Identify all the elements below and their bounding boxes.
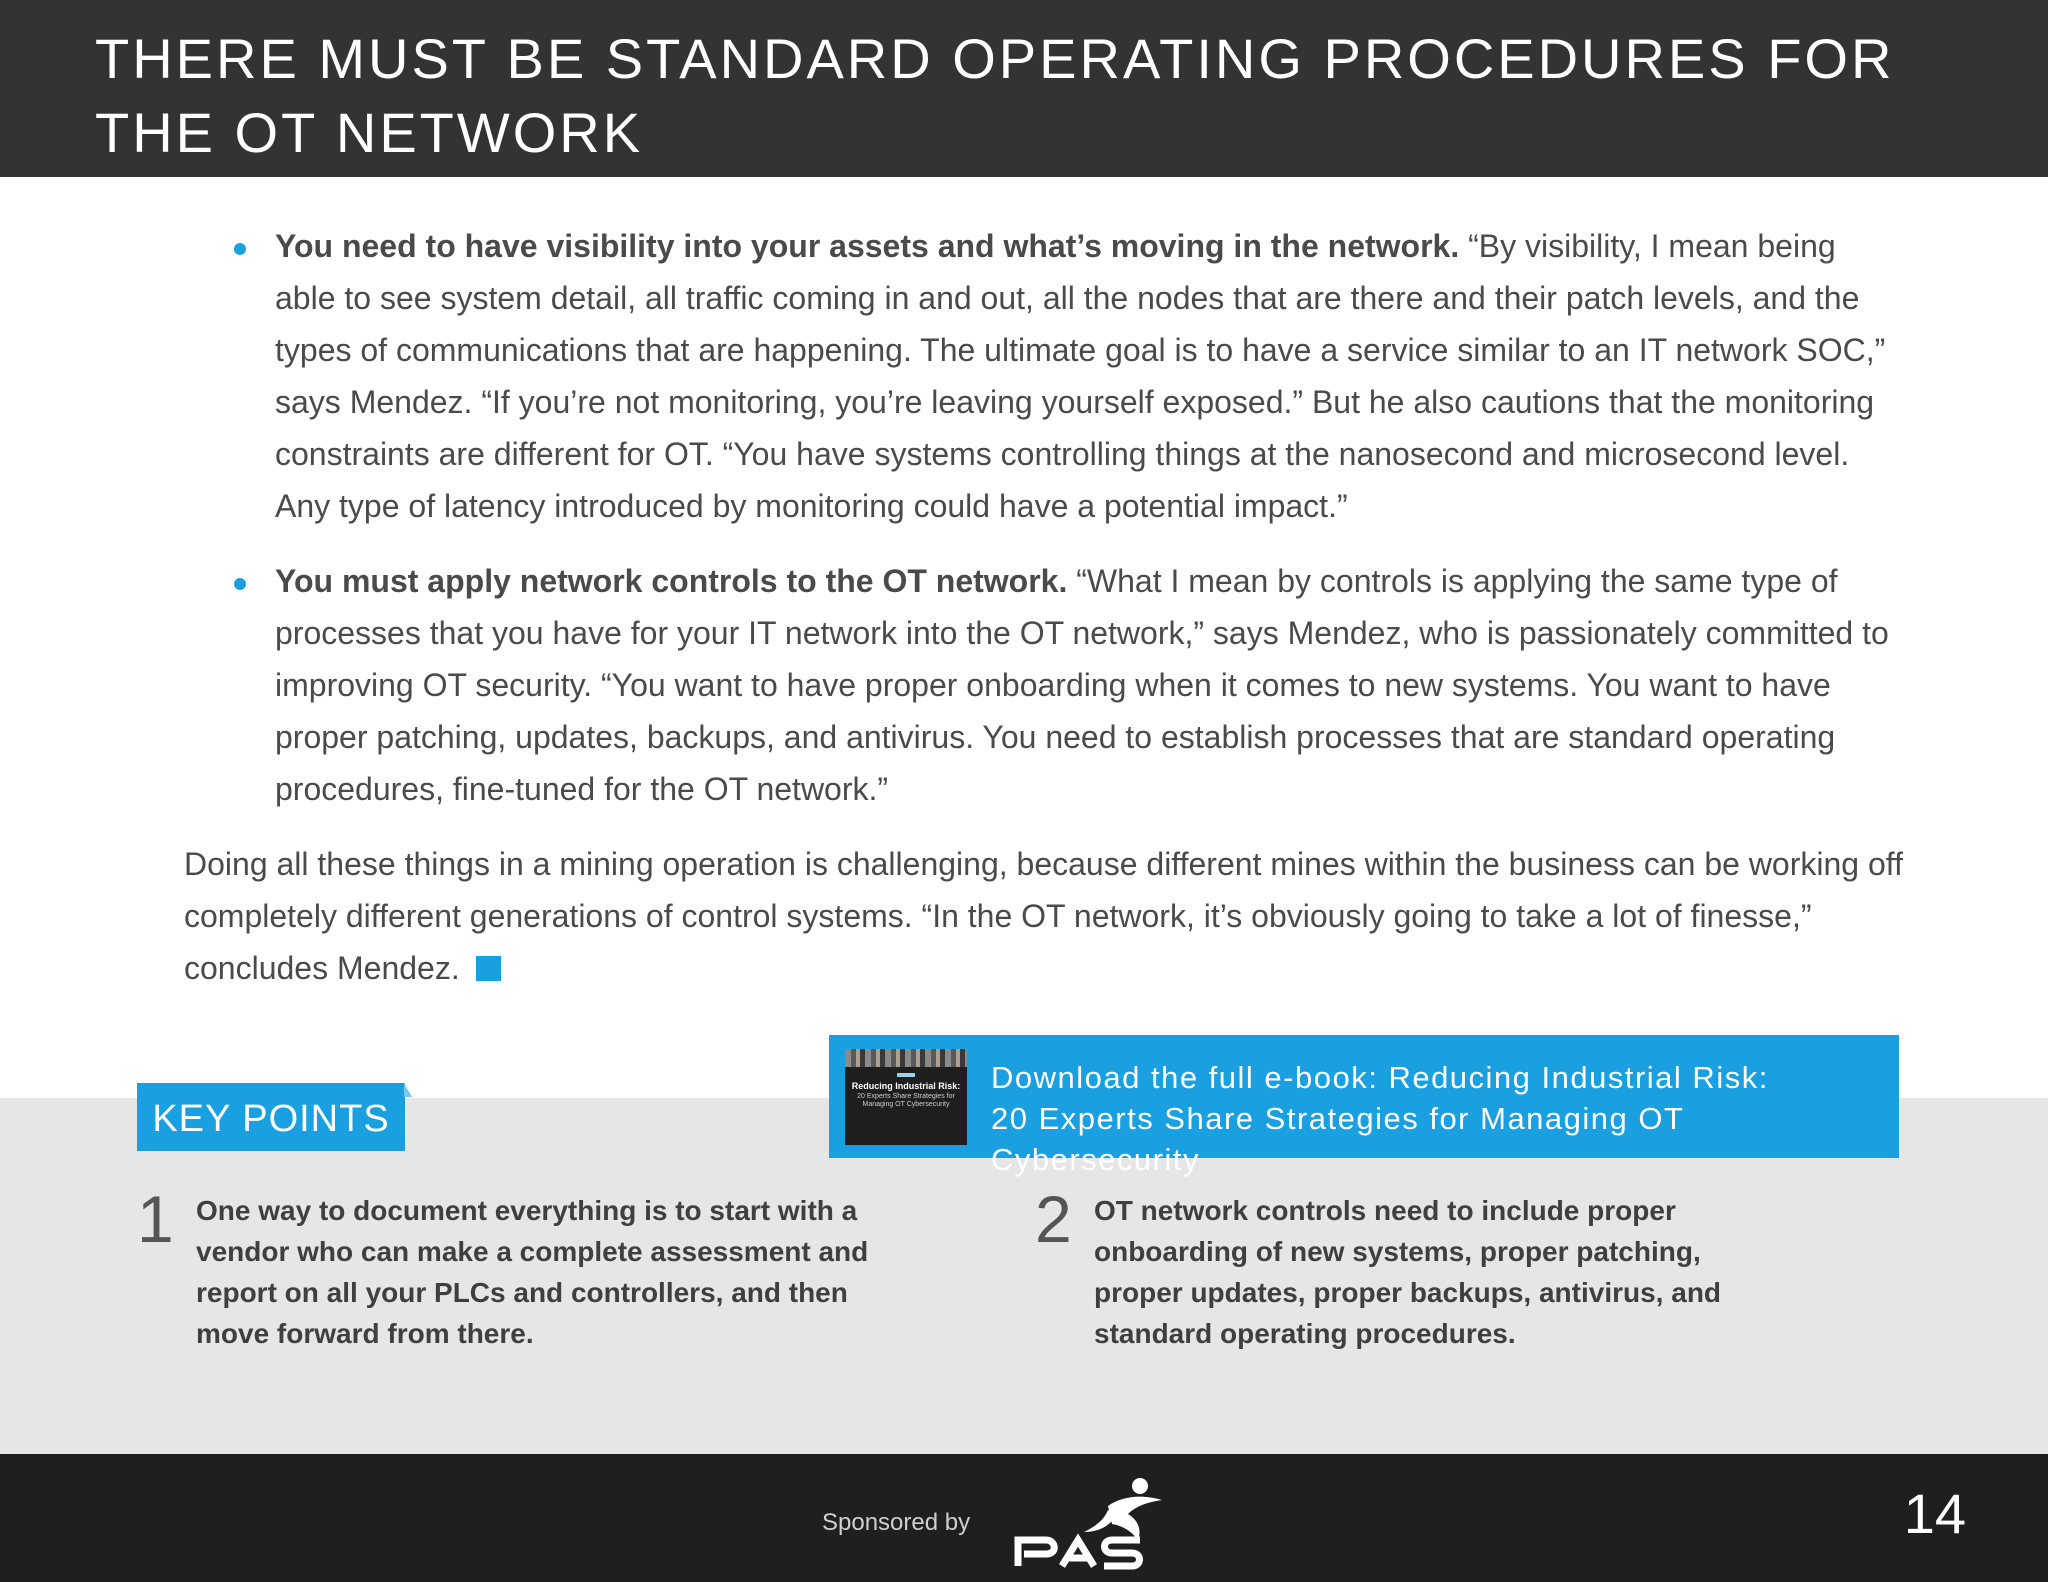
page-number: 14 [1903,1482,1966,1545]
page-footer [0,1454,2048,1582]
sponsored-by-label: Sponsored by [822,1509,971,1536]
key-point-number: 2 [1035,1182,1072,1256]
cover-title: Reducing Industrial Risk: [851,1081,961,1091]
bullet-text: “By visibility, I mean being able to see system detail, all traffic coming in and out, all the nodes that are there and their patch levels, and the types of communications that are happening. The ultimate goal is to have a service similar to an IT network SOC,” says Mendez. “If you’re not monitoring, you’re leaving yourself exposed.” But he also cautions that the monitoring constraints are different for OT. “You have systems controlling things at the nanosecond and microsecond level. Any type of latency introduced by monitoring could have a potential impact.” [275,228,1886,524]
download-ebook-banner[interactable] [829,1035,1899,1177]
ebook-cover-thumbnail[interactable] [845,1049,967,1145]
download-line-1[interactable]: Download the full e-book: Reducing Industrial Risk: [991,1060,1769,1095]
download-link-text[interactable] [991,1057,1891,1180]
cover-photo-strip [845,1049,967,1067]
bullet-item [184,220,1904,532]
closing-paragraph [184,838,1904,994]
end-square-icon [476,956,501,981]
closing-text: Doing all these things in a mining operation is challenging, because different mines within the business can be working off completely different generations of control systems. “In the OT network, it’s obviously going to take a lot of finesse,” concludes Mendez. [184,846,1903,986]
bullet-lead: You must apply network controls to the OT network. [275,563,1068,599]
bullet-item [184,555,1904,815]
article-body [184,220,1904,994]
download-line-2[interactable]: 20 Experts Share Strategies for Managing OT Cybersecurity [991,1101,1684,1177]
bullet-list [184,220,1904,815]
key-point-number: 1 [137,1182,174,1256]
bullet-dot-icon [234,578,246,590]
key-point-text: One way to document everything is to start with a vendor who can make a complete assessment and report on all your PLCs and controllers, and then move forward from there. [196,1195,869,1349]
key-points-label: KEY POINTS [137,1083,405,1151]
cover-logo-icon [897,1073,915,1077]
key-point-text: OT network controls need to include proper onboarding of new systems, proper patching, proper updates, proper backups, antivirus, and standard operating procedures. [1094,1195,1722,1349]
page-title: THERE MUST BE STANDARD OPERATING PROCEDURES FOR THE OT NETWORK [95,27,1895,164]
pas-logo-icon [1012,1476,1172,1572]
tag-fold-icon [404,1083,412,1097]
page-header [0,0,2048,177]
bullet-lead: You need to have visibility into your assets and what’s moving in the network. [275,228,1460,264]
bullet-dot-icon [234,243,246,255]
cover-subtitle: 20 Experts Share Strategies for Managing OT Cybersecurity [857,1093,955,1108]
bullet-text: “What I mean by controls is applying the same type of processes that you have for your IT network into the OT network,” says Mendez, who is passionately committed to improving OT security. “You want to have proper onboarding when it comes to new systems. You want to have proper patching, updates, backups, and antivirus. You need to establish processes that are standard operating procedures, fine-tuned for the OT network.” [275,563,1889,807]
